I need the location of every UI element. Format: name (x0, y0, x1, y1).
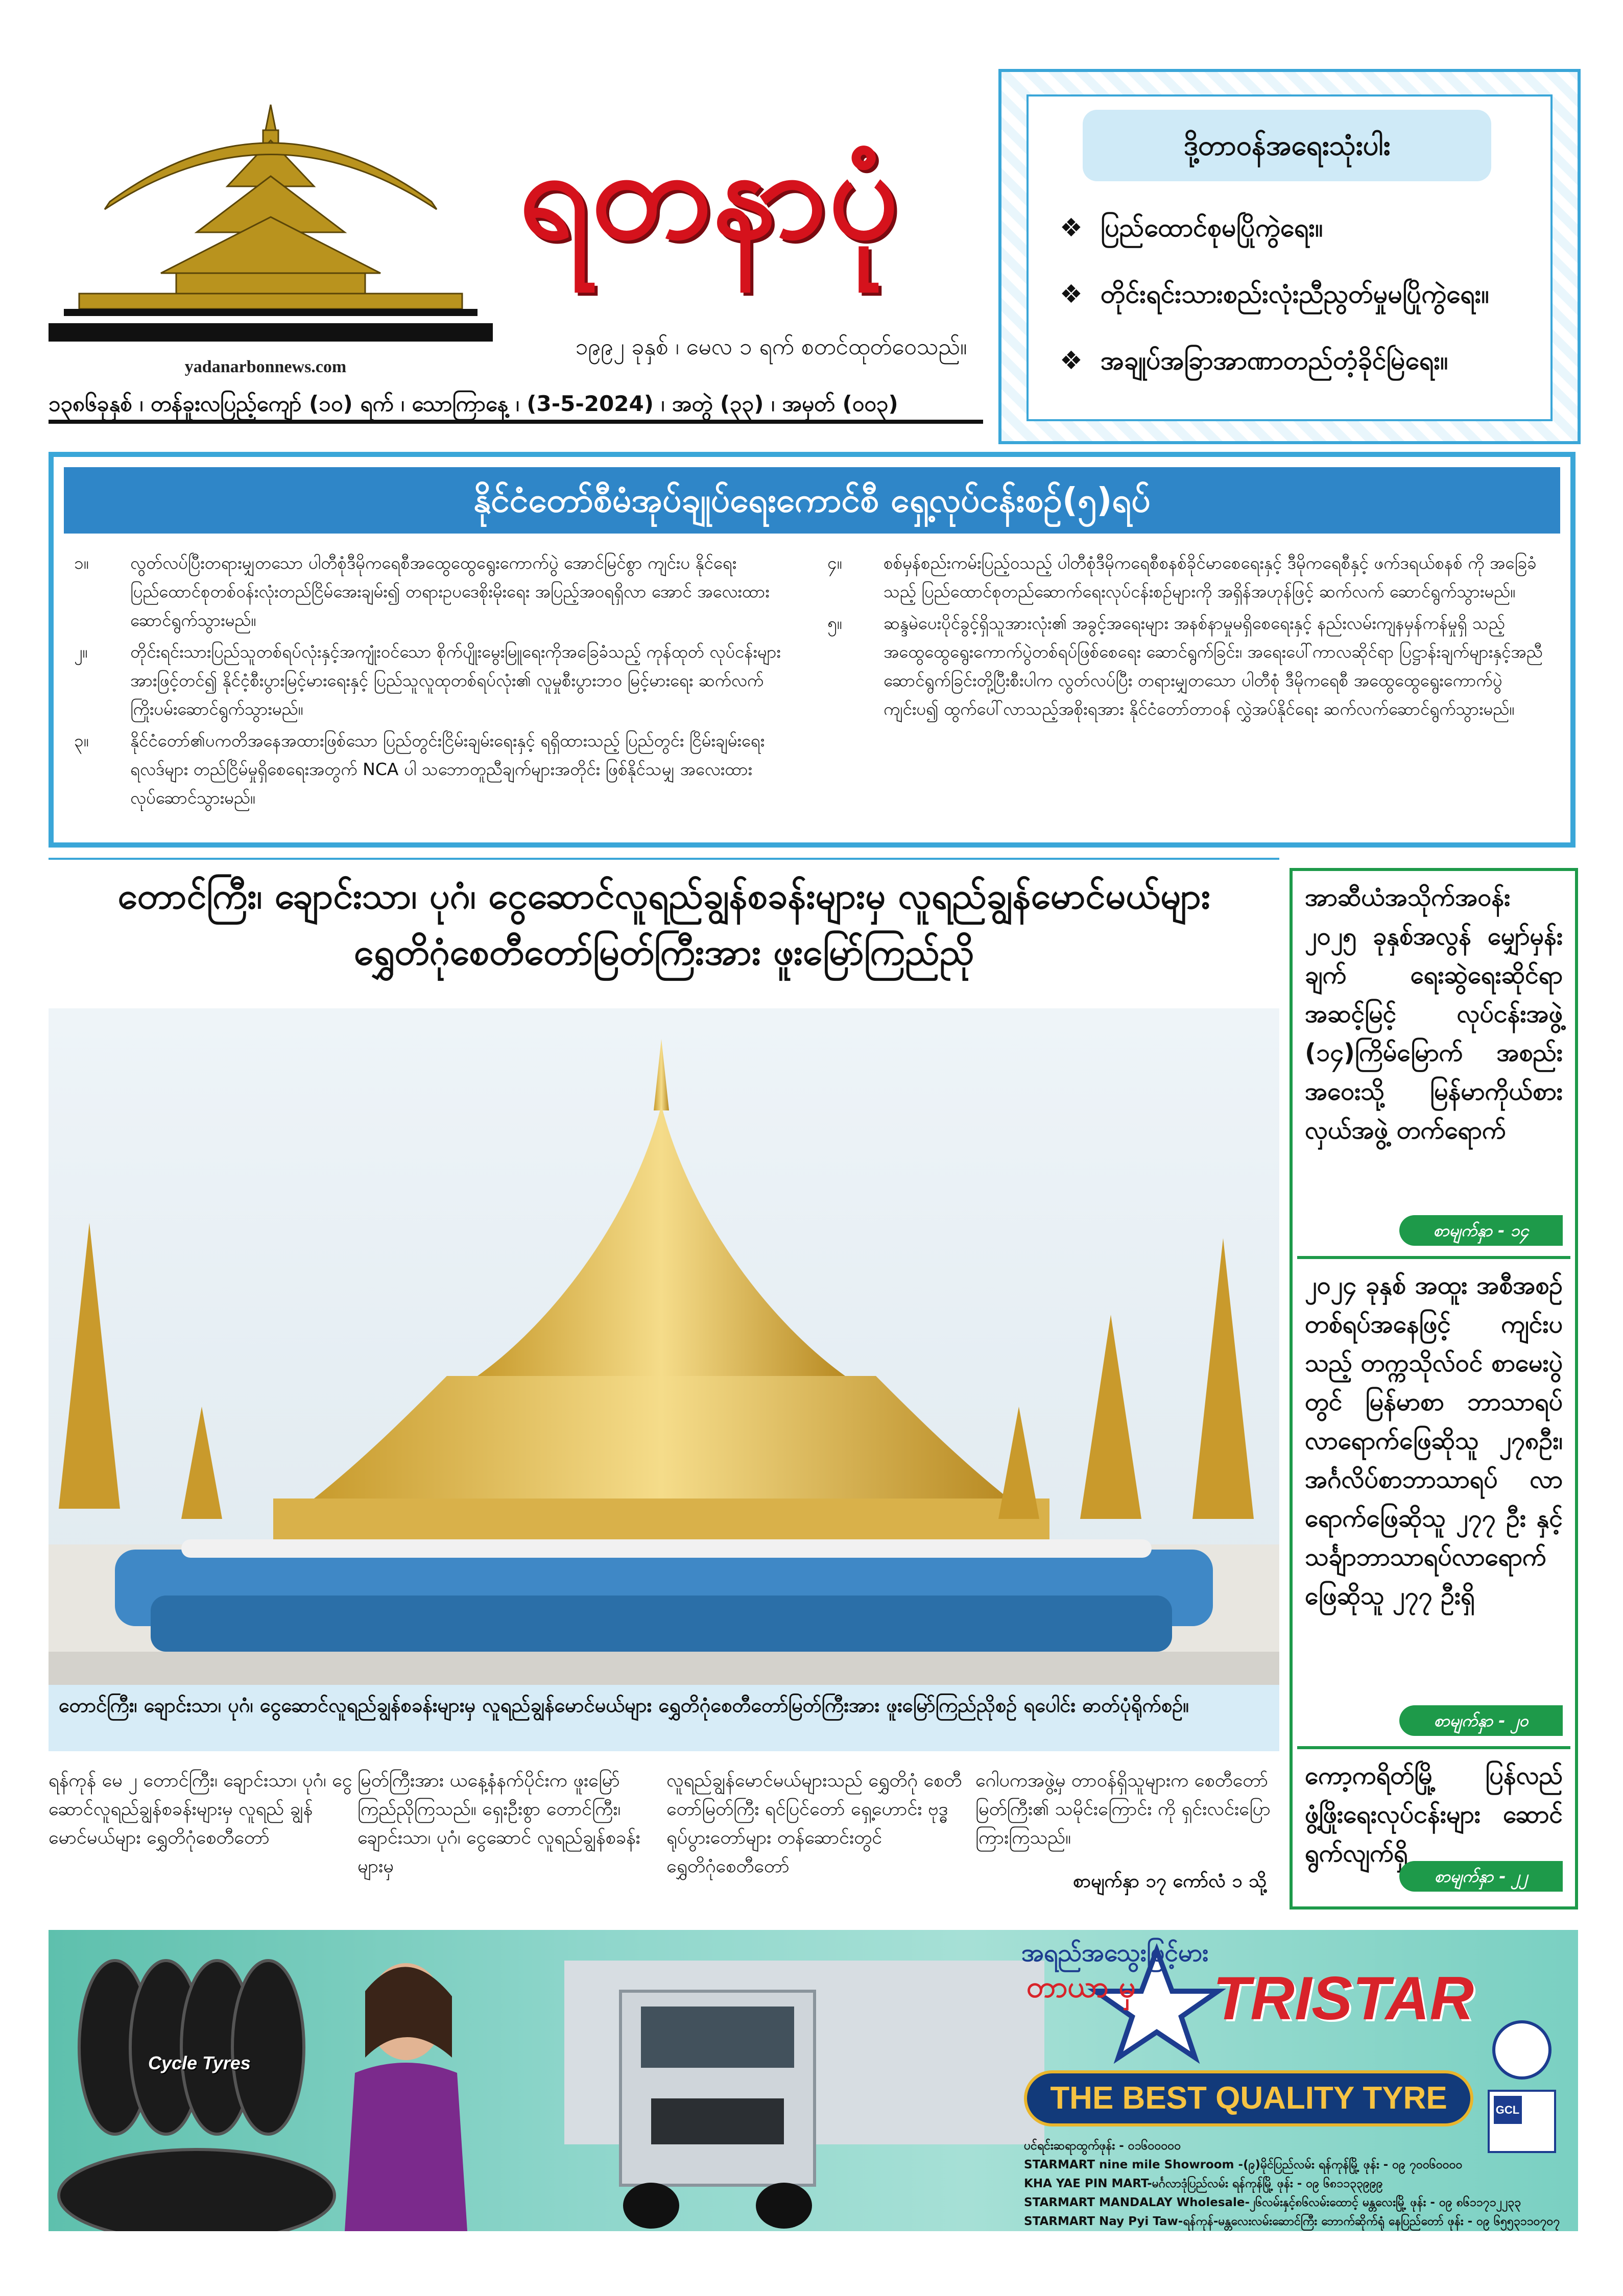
website: yadanarbonnews.com (184, 357, 347, 376)
slogan-item: ❖ အချုပ်အခြာအာဏာတည်တံ့ခိုင်မြဲရေး။ (1060, 346, 1448, 375)
objectives-heading: နိုင်ငံတော်စီမံအုပ်ချုပ်ရေးကောင်စီ ရှေ့လုပ်ငန်းစဉ်(၅)ရပ် (64, 467, 1560, 534)
sidebar-jump-tag[interactable]: စာမျက်နှာ - ၂၀ (1399, 1705, 1563, 1736)
diamond-bullet-icon: ❖ (1060, 213, 1083, 243)
lead-photo (49, 1008, 1279, 1685)
objective-item: ၅။ ဆန္ဒမဲပေးပိုင်ခွင့်ရှိသူအားလုံး၏ အခွင့်အရေးများ အနစ်နာမှုမရှိစေရေးနှင့် နည်းလမ်းကျနမှန်ကန်မှုရှိ သည့် အထွေထွေရွေးကောက်ပွဲတစ်ရပ်ဖြစ်စေရေး ဆောင်ရွက်ခြင်း၊ အရေးပေါ်ကာလဆိုင်ရာ ပြဋ္ဌာန်းချက်များနှင့်အညီ ဆောင်ရွက်ခြင်းတို့ပြီးစီးပါက လွတ်လပ်ပြီး တရားမျှတသော ပါတီစုံ ဒီမိုကရေစီ အထွေထွေရွေးကောက်ပွဲ ကျင်းပ၍ ထွက်ပေါ်လာသည့်အစိုးရအား နိုင်ငံတော်တာဝန် လွှဲအပ်နိုင်ရေး ဆက်လက်ဆောင်ရွက်သွားမည်။ (827, 613, 1543, 719)
photo-caption: တောင်ကြီး၊ ချောင်းသာ၊ ပုဂံ၊ ငွေဆောင်လူရည်ချွန်စခန်းများမှ လူရည်ချွန်မောင်မယ်များ ရွှေတိဂုံစေတီတော်မြတ်ကြီးအား ဖူးမြော်ကြည်ညိုစဉ် ရပေါင်း ဓာတ်ပုံရိုက်စဉ်။ (49, 1685, 1279, 1751)
founded-line: ၁၉၉၂ ခုနှစ် ၊ မေလ ၁ ရက် စတင်ထုတ်ဝေသည်။ (575, 334, 967, 360)
sidebar-story: အာဆီယံအသိုက်အဝန်း ၂၀၂၅ ခုနှစ်အလွန် မျှော်မှန်း ချက် ရေးဆွဲရေးဆိုင်ရာ အဆင့်မြင့် လုပ်ငန်းအဖွဲ့ (၁၄)ကြိမ်မြောက် အစည်း အဝေးသို့ မြန်မာကိုယ်စား လှယ်အဖွဲ့ တက်ရောက် (1305, 883, 1563, 1145)
slogan-item: ❖ တိုင်းရင်းသားစည်းလုံးညီညွတ်မှုမပြိုကွဲရေး။ (1060, 279, 1489, 309)
slogan-item: ❖ ပြည်ထောင်စုမပြိုကွဲရေး။ (1060, 213, 1323, 243)
pagoda-logo (49, 100, 493, 362)
lead-body-column: လူရည်ချွန်မောင်မယ်များသည် ရွှေတိဂုံ စေတီတော်မြတ်ကြီး ရင်ပြင်တော် ရှေ့ဟောင်း ဗုဒ္ဓရုပ်ပွားတော်များ တန်ဆောင်းတွင် ရွှေတိဂုံစေတီတော် (666, 1770, 962, 1877)
sidebar-story: ၂၀၂၄ ခုနှစ် အထူး အစီအစဉ် တစ်ရပ်အနေဖြင့် ကျင်းပသည့် တက္ကသိုလ်ဝင် စာမေးပွဲတွင် မြန်မာစာ ဘာသာရပ်လာရောက်ဖြေဆိုသူ ၂၇၈ဦး၊ အင်္ဂလိပ်စာဘာသာရပ် လာရောက်ဖြေဆိုသူ ၂၇၇ ဦး နှင့်သင်္ချာဘာသာရပ်လာရောက် ဖြေဆိုသူ ၂၇၇ ဦးရှိ (1305, 1271, 1563, 1610)
sidebar-story: ကော့ကရိတ်မြို့ ပြန်လည် ဖွံ့ဖြိုးရေးလုပ်ငန်းများ ဆောင် ရွက်လျက်ရှိ (1305, 1761, 1563, 1868)
dateline: ၁၃၈၆ခုနှစ် ၊ တန်ခူးလပြည့်ကျော် (၁၀) ရက် ၊ သောကြာနေ့ ၊ (3-5-2024) ၊ အတွဲ (၃၃) ၊ အမှတ် (၀၀၃) (49, 388, 983, 424)
objectives-column-right (822, 549, 1547, 727)
ad-address-list: ပင်ရင်းဆရာထွက်ဖုန်း - ၀၁၆၀၀၀၀၀ STARMART nine mile Showroom -(၉)မိုင်ပြည်လမ်း ရန်ကုန်မြို့ ဖုန်း - ၀၉ ၇၀၀၆၀၀၀၀ KHA YAE PIN MART-မင်္ဂလာဒုံပြည်လမ်း ရန်ကုန်မြို့ ဖုန်း - ၀၉ ၆၈၁၁၃၃၉၉၉ STARMART MANDALAY Wholesale-၂၆လမ်းနှင့်၈၆လမ်းထောင့် မန္တလေးမြို့ ဖုန်း - ၀၉ ၈၆၁၁၇၁၂၂၃၃ STARMART Nay Pyi Taw-ရန်ကုန်-မန္တလေးလမ်းဆောင်ကြီး ဘောက်ဆိုက်ရုံ နေပြည်တော် ဖုန်း - ၀၉ ၆၅၅၃၁၁၀၇၀၇ (1024, 2139, 1560, 2228)
sidebar-divider (1297, 1746, 1570, 1749)
objective-item: ၃။ နိုင်ငံတော်၏ပကတိအနေအထားဖြစ်သော ပြည်တွင်းငြိမ်းချမ်းရေးနှင့် ရရှိထားသည့် ပြည်တွင်း ငြိမ်းချမ်းရေးရလဒ်များ တည်ငြိမ်မှုရှိစေရေးအတွက် NCA ပါ သဘောတူညီချက်များအတိုင်း ဖြစ်နိုင်သမျှ အလေးထားလုပ်ဆောင်သွားမည်။ (74, 731, 765, 808)
ad-cycle-label: Cycle Tyres (148, 2052, 251, 2073)
objectives-column-left (69, 549, 794, 815)
ad-brand-name: TRISTAR (1213, 1964, 1474, 2033)
ad-tagline: အရည်အသွေးမြင့်မား (1021, 1939, 1209, 1967)
newspaper-title: ရတနာပုံ (519, 122, 901, 266)
lead-body-column: မြတ်ကြီးအား ယနေ့နံနက်ပိုင်းက ဖူးမြော်ကြည်ညိုကြသည်။ ရှေးဦးစွာ တောင်ကြီး၊ ချောင်းသာ၊ ပုဂံ၊ ငွေဆောင် လူရည်ချွန်စခန်းများမှ (357, 1770, 640, 1877)
lead-body-column: ဂေါပကအဖွဲ့မှ တာဝန်ရှိသူများက စေတီတော်မြတ်ကြီး၏ သမိုင်းကြောင်း ကို ရှင်းလင်းပြောကြားကြသည်။ (975, 1770, 1271, 1848)
diamond-bullet-icon: ❖ (1060, 346, 1083, 375)
lead-body-column: ရန်ကုန် မေ ၂ တောင်ကြီး၊ ချောင်းသာ၊ ပုဂံ၊ ငွေဆောင်လူရည်ချွန်စခန်းများမှ လူရည် ချွန်မောင်မယ်များ ရွှေတိဂုံစေတီတော် (49, 1770, 352, 1848)
objective-item: ၄။ စစ်မှန်စည်းကမ်းပြည့်ဝသည့် ပါတီစုံဒီမိုကရေစီစနစ်ခိုင်မာစေရေးနှင့် ဒီမိုကရေစီနှင့် ဖက်ဒရယ်စနစ် ကို အခြေခံသည့် ပြည်ထောင်စုတည်ဆောက်ရေးလုပ်ငန်းစဉ်များကို အရှိန်အဟုန်ဖြင့် ဆက်လက် ဆောင်ရွက်သွားမည်။ (827, 553, 1537, 601)
section-divider (49, 858, 1279, 860)
lead-jump-line: စာမျက်နှာ ၁၇ ကော်လံ ၁ သို့ (1073, 1871, 1267, 1892)
lead-headline: တောင်ကြီး၊ ချောင်းသာ၊ ပုဂံ၊ ငွေဆောင်လူရည်ချွန်စခန်းများမှ လူရည်ချွန်မောင်မယ်များ ရွှေတိဂုံစေတီတော်မြတ်ကြီးအား ဖူးမြော်ကြည်ညို (117, 875, 1210, 973)
svg-text:GCL: GCL (1495, 2104, 1520, 2116)
certification-badge-icon (1484, 2019, 1560, 2157)
objective-item: ၁။ လွတ်လပ်ပြီးတရားမျှတသော ပါတီစုံဒီမိုကရေစီအထွေထွေရွေးကောက်ပွဲ အောင်မြင်စွာ ကျင်းပ နိုင်ရေး ပြည်ထောင်စုတစ်ဝန်းလုံးတည်ငြိမ်အေးချမ်း၍ တရားဥပဒေစိုးမိုးရေး အပြည့်အဝရရှိလာ အောင် အလေးထားဆောင်ရွက်သွားမည်။ (74, 553, 770, 630)
diamond-bullet-icon: ❖ (1060, 279, 1083, 309)
sidebar-divider (1297, 1256, 1570, 1259)
ad-tagline-brand: တာယာ မှ (1027, 1969, 1136, 2004)
sidebar-jump-tag[interactable]: စာမျက်နှာ - ၂၂ (1399, 1861, 1563, 1892)
ad-quality-banner: THE BEST QUALITY TYRE (1024, 2070, 1473, 2126)
slogan-heading: ဒို့တာဝန်အရေးသုံးပါး (1083, 110, 1491, 181)
sidebar-jump-tag[interactable]: စာမျက်နှာ - ၁၄ (1399, 1215, 1563, 1246)
objective-item: ၂။ တိုင်းရင်းသားပြည်သူတစ်ရပ်လုံးနှင့်အကျုံးဝင်သော စိုက်ပျိုးမွေးမြူရေးကိုအခြေခံသည့် ကုန်ထုတ် လုပ်ငန်းများအားဖြင့်တင်၍ နိုင်ငံ့စီးပွားမြင့်မားရေးနှင့် ပြည်သူလူထုတစ်ရပ်လုံး၏ လူမှုစီးပွားဘဝ မြင့်မားရေး ဆက်လက်ကြိုးပမ်းဆောင်ရွက်သွားမည်။ (74, 642, 781, 719)
